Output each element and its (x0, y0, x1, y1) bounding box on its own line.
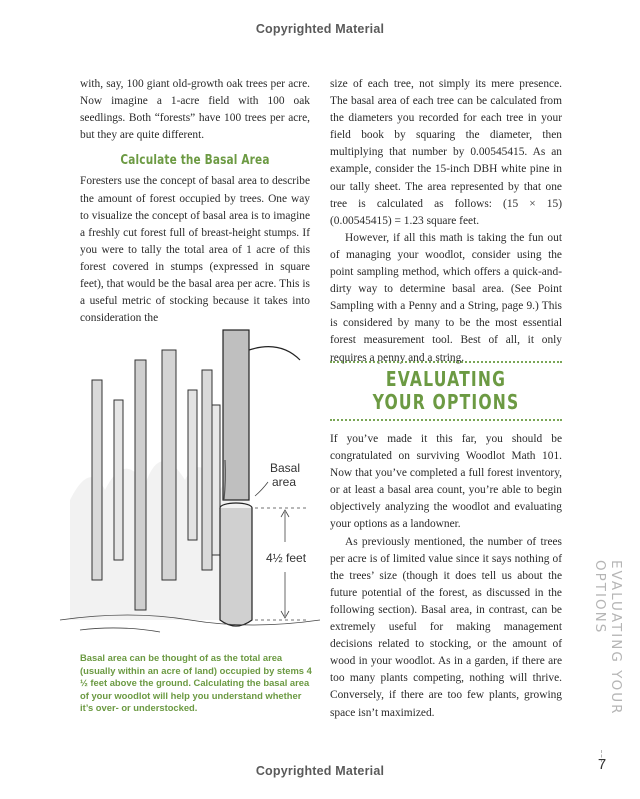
copyright-header: Copyrighted Material (255, 22, 385, 36)
right-column (330, 76, 562, 367)
page-number: 7 (597, 756, 607, 773)
section-paragraph-2: As previously mentioned, the number of trees per acre is of limited value since it says nothing of the trees’ size (though it does tell us about the future potential of the forest, as discussed in the following section). Basal area, in contrast, can be extremely useful for making management decisions related to stocking, or the amount of wood in your woodlot. As in a garden, if there are too many plants competing, nothing will thrive. Conversely, if there are too few plants, growing space isn’t maximized. (330, 535, 562, 719)
side-tab (592, 560, 624, 770)
section-title-line-1: EVALUATING (385, 367, 507, 391)
section-title (356, 368, 537, 414)
left-body-paragraph: Foresters use the concept of basal area to describe the amount of forest occupied by trees. One way to visualize the concept of basal area is to imagine a freshly cut forest full of breast-height stumps. If you were to tally the total area of 1 acre of this forest covered in stumps (expressed in square feet), that would be the basal area per acre. This is a useful metric of stocking because it takes into consideration the (80, 175, 310, 325)
copyright-footer: Copyrighted Material (255, 764, 385, 778)
right-paragraph-2: However, if all this math is taking the fun out of managing your woodlot, consider using the point sampling method, which offers a quick-and-dirty way to determine basal area. (See Point Sampling with a Penny and a String, page 9.) This is considered by many to be the most essential forest measurement tool. Best of all, it only requires a penny and a string. (330, 231, 562, 364)
illustration-caption: Basal area can be thought of as the total area (usually within an acre of land) occupied by stems 4 ½ feet above the ground. Calculating the basal area of your woodlot will help you understand whether it’s over- or understocked. (80, 652, 312, 714)
left-intro-paragraph: with, say, 100 giant old-growth oak trees per acre. Now imagine a 1-acre field with 100 oak seedlings. Both “forests” have 100 trees per acre, but they are quite different. (80, 78, 310, 142)
subhead-basal-area: Calculate the Basal Area (120, 152, 270, 169)
label-height: 4½ feet (266, 551, 307, 565)
label-area: area (272, 475, 297, 489)
section-body (330, 431, 562, 722)
section-divider-bottom (330, 419, 562, 421)
side-tab-label: EVALUATING YOUR OPTIONS (592, 560, 624, 716)
section-title-line-2: YOUR OPTIONS (372, 390, 520, 414)
forest-stump-illustration (50, 320, 325, 640)
right-paragraph-1: size of each tree, not simply its mere presence. The basal area of each tree can be calculated from the diameters you recorded for each tree in your field book by squaring the diameter, then multiplying that number by 0.00545415. As an example, consider the 15-inch DBH white pine in our tally sheet. The area represented by that one tree is calculated as follows: (15 × 15) (0.00545415) = 1.23 square feet. (330, 78, 562, 227)
left-column (80, 76, 310, 327)
section-divider-top (330, 361, 562, 363)
stump (220, 503, 252, 626)
label-basal: Basal (270, 461, 301, 475)
section-paragraph-1: If you’ve made it this far, you should be congratulated on surviving Woodlot Math 101. Now that you’ve completed a full forest inventory, or at least a basal area count, you’re able to begin objectively analyzing the woodlot and evaluating your options as a landowner. (330, 433, 562, 531)
